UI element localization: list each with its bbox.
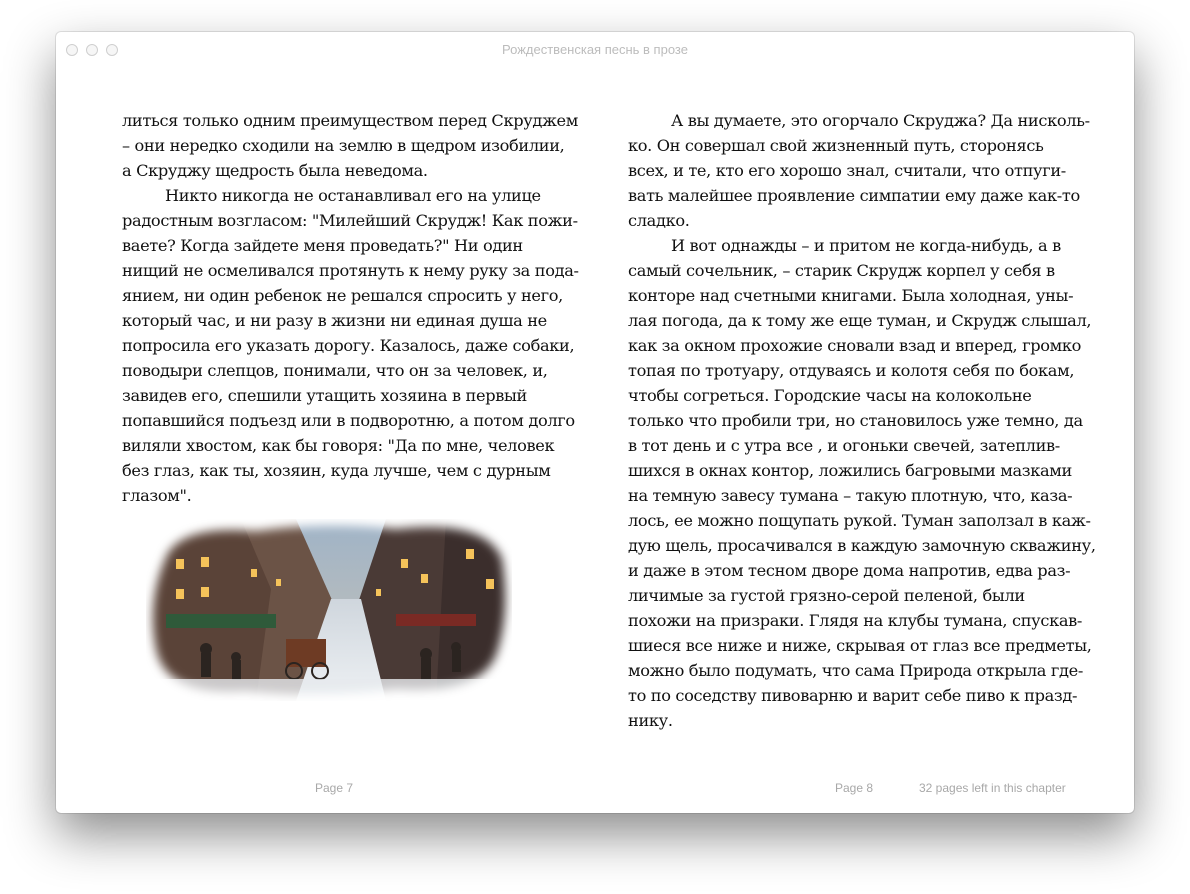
text-line: дую щель, просачивался в каждую замочную скважину, <box>628 536 1096 555</box>
text-line: всех, и те, кто его хорошо знал, считали, что отпуги- <box>628 161 1066 180</box>
text-line: можно было подумать, что сама Природа открыла где- <box>628 661 1083 680</box>
book-window <box>56 32 1134 813</box>
text-line: топая по тротуару, отдуваясь и колотя себя по бокам, <box>628 361 1075 380</box>
text-line: а Скруджу щедрость была неведома. <box>122 161 428 180</box>
text-line: попавшийся подъезд или в подворотню, а потом долго <box>122 411 575 430</box>
text-line: литься только одним преимуществом перед Скруджем <box>122 111 579 130</box>
text-line: чтобы согреться. Городские часы на колокольне <box>628 386 1032 405</box>
text-line: шихся в окнах контор, ложились багровыми мазками <box>628 461 1072 480</box>
text-line: радостным возгласом: "Милейший Скрудж! Как пожи- <box>122 211 578 230</box>
text-line: то по соседству пивоварню и варит себе пиво к празд- <box>628 686 1078 705</box>
left-page-number: Page 7 <box>315 781 354 795</box>
text-line: вать малейшее проявление симпатии ему даже как-то <box>628 186 1080 205</box>
text-line: нику. <box>628 711 673 730</box>
text-line: похожи на призраки. Глядя на клубы тумана, спускав- <box>628 611 1083 630</box>
text-line: нищий не осмеливался протянуть к нему руку за пода- <box>122 261 579 280</box>
text-line: ваете? Когда зайдете меня проведать?" Ни один <box>122 236 523 255</box>
text-line: шиеся все ниже и ниже, скрывая от глаз все предметы, <box>628 636 1092 655</box>
text-line: А вы думаете, это огорчало Скруджа? Да нисколь- <box>671 111 1090 130</box>
text-line: который час, и ни разу в жизни ни единая душа не <box>122 311 547 330</box>
pages-left-in-chapter: 32 pages left in this chapter <box>919 781 1066 795</box>
text-line: янием, ни один ребенок не решался спросить у него, <box>122 286 563 305</box>
text-line: сладко. <box>628 211 690 230</box>
text-line: – они нередко сходили на землю в щедром изобилии, <box>122 136 565 155</box>
text-line: и даже в этом тесном дворе дома напротив, едва раз- <box>628 561 1071 580</box>
text-line: Никто никогда не останавливал его на улице <box>165 186 541 205</box>
text-line: И вот однажды – и притом не когда-нибудь, а в <box>671 236 1061 255</box>
street-illustration <box>146 519 512 701</box>
title-bar[interactable] <box>56 32 1134 70</box>
left-page <box>122 108 579 508</box>
text-line: лось, ее можно пощупать рукой. Туман заползал в каж- <box>628 511 1091 530</box>
text-line: попросила его указать дорогу. Казалось, даже собаки, <box>122 336 575 355</box>
text-line: завидев его, спешили утащить хозяина в первый <box>122 386 527 405</box>
text-line: личимые за густой грязно-серой пеленой, были <box>628 586 1025 605</box>
text-line: ко. Он совершал свой жизненный путь, сторонясь <box>628 136 1044 155</box>
text-line: на темную завесу тумана – такую плотную, что, каза- <box>628 486 1073 505</box>
text-line: только что пробили три, но становилось уже темно, да <box>628 411 1083 430</box>
text-line: конторе над счетными книгами. Была холодная, уны- <box>628 286 1074 305</box>
text-line: лая погода, да к тому же еще туман, и Скрудж слышал, <box>628 311 1092 330</box>
text-line: виляли хвостом, как бы говоря: "Да по мне, человек <box>122 436 555 455</box>
text-line: глазом". <box>122 486 192 505</box>
window-title: Рождественская песнь в прозе <box>502 42 688 57</box>
text-line: без глаз, как ты, хозяин, куда лучше, чем с дурным <box>122 461 551 480</box>
text-line: самый сочельник, – старик Скрудж корпел у себя в <box>628 261 1055 280</box>
text-line: поводыри слепцов, понимали, что он за человек, и, <box>122 361 548 380</box>
right-page <box>628 108 1096 733</box>
text-line: в тот день и с утра все , и огоньки свечей, затеплив- <box>628 436 1060 455</box>
right-page-number: Page 8 <box>835 781 874 795</box>
text-line: как за окном прохожие сновали взад и вперед, громко <box>628 336 1082 355</box>
